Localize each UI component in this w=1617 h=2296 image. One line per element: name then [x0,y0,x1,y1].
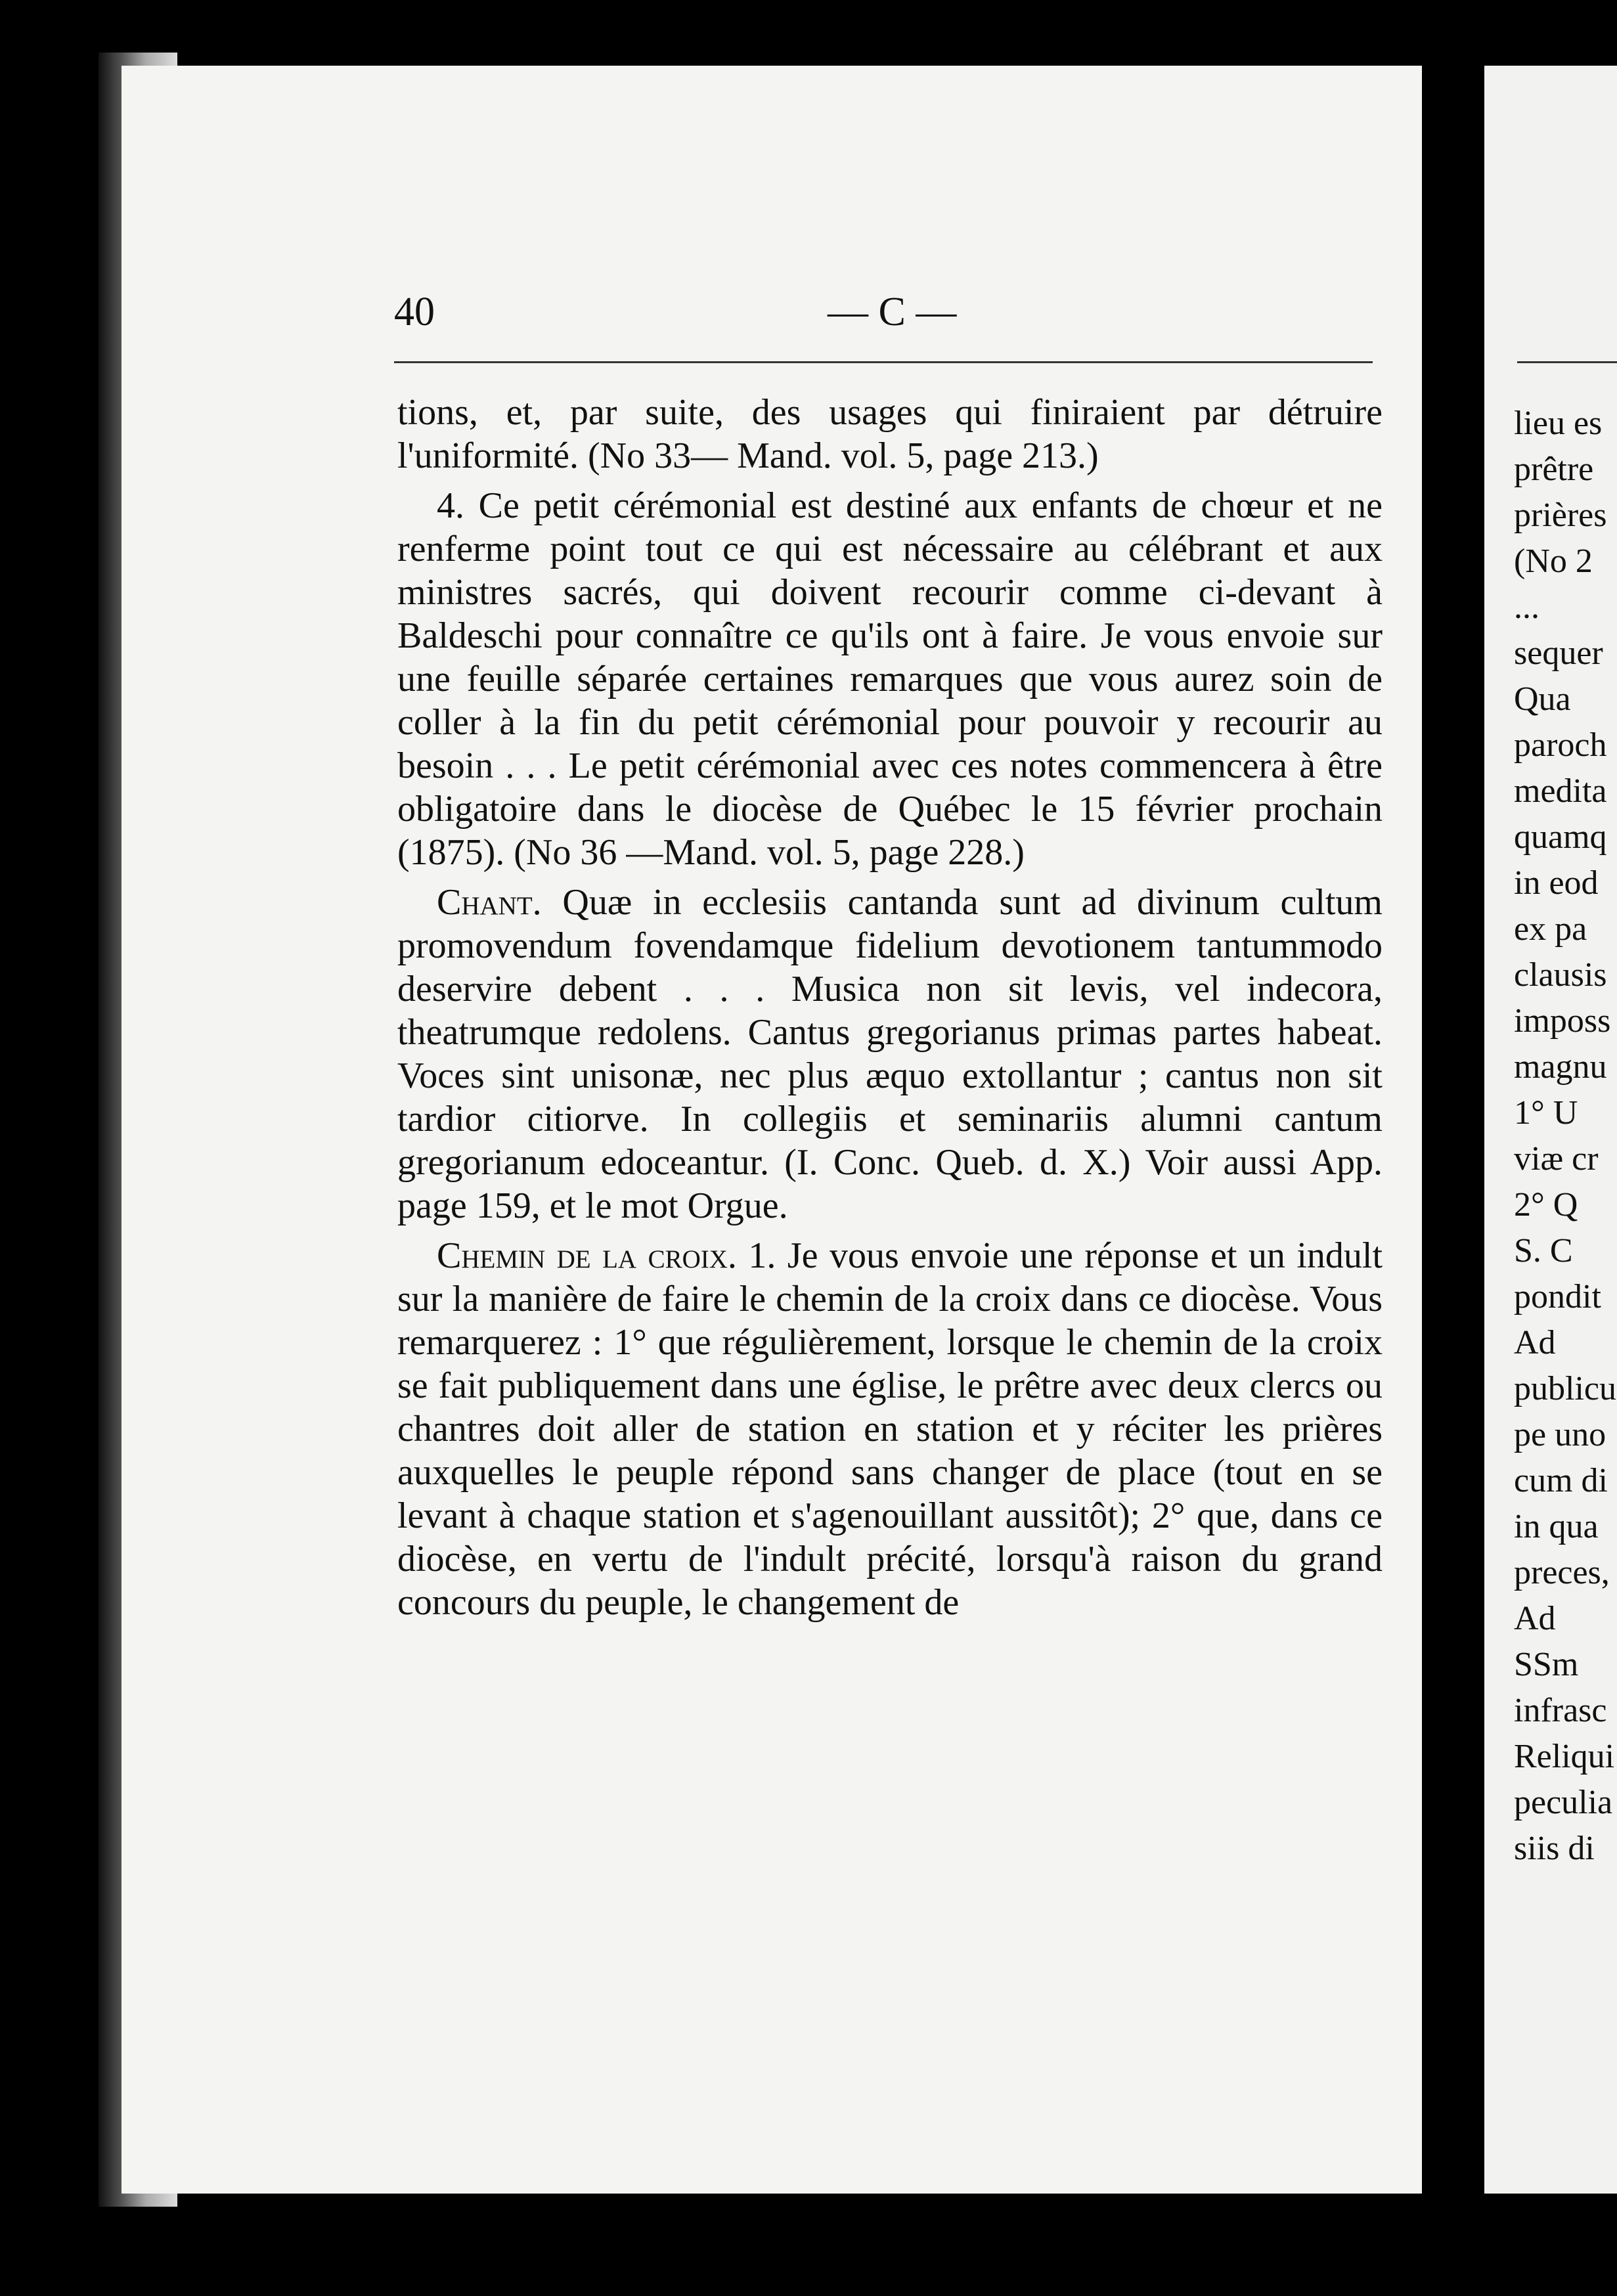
right-fragment-line: sequer [1514,634,1603,672]
right-fragment-line: infrasc [1514,1692,1607,1729]
right-fragment-line: 1° U [1514,1094,1578,1132]
page-number: 40 [394,290,435,334]
right-fragment-line: prières [1514,497,1607,534]
right-fragment-line: Ad [1514,1324,1556,1361]
right-fragment-line: Reliqui [1514,1738,1615,1775]
right-fragment-line: magnu [1514,1048,1607,1086]
book-gutter [1422,39,1484,2233]
right-fragment-line: prêtre [1514,451,1594,488]
header-rule [394,361,1373,363]
paragraph-text: tions, et, par suite, des usages qui finiraient par détruire l'uniformité. (No 33— Mand. vol. 5, page 213.) [397,392,1383,476]
right-fragment-line: quamq [1514,818,1607,856]
right-fragment-line: pondit [1514,1278,1601,1315]
right-header-rule [1517,361,1617,363]
right-fragment-line: clausis [1514,956,1607,994]
right-fragment-line: publicu [1514,1370,1616,1407]
right-fragment-line: imposs [1514,1002,1611,1040]
paragraph-text: Quæ in ecclesiis cantanda sunt ad divinum cultum promovendum fovendamque fidelium devotionem tantummodo deservire debent . . . Musica non sit levis, vel indecora, theatrumque redolens. Cantus gregorianus primas partes habeat. Voces sint unisonæ, nec plus æquo extollantur ; cantus non sit tardior citiorve. In collegiis et seminariis alumni cantum gregorianum edoceantur. (I. Conc. Queb. d. X.) Voir aussi App. page 159, et le mot Orgue. [397,882,1383,1226]
right-fragment-line: (No 2 [1514,542,1593,580]
right-fragment-line: viæ cr [1514,1140,1599,1178]
paragraph-text: 4. Ce petit cérémonial est destiné aux enfants de chœur et ne renferme point tout ce qui est nécessaire au célébrant et aux ministres sacrés, qui doivent recourir comme ci-devant à Baldeschi pour connaître ce qu'ils ont à faire. Je vous envoie sur une feuille séparée certaines remarques que vous aurez soin de coller à la fin du petit cérémonial pour pouvoir y recourir au besoin . . . Le petit cérémonial avec ces notes commencera à être obligatoire dans le diocèse de Québec le 15 février prochain (1875). (No 36 —Mand. vol. 5, page 228.) [397,485,1383,873]
right-fragment-line: ex pa [1514,910,1587,948]
right-fragment-line: siis di [1514,1830,1595,1867]
body-text [397,391,1383,1631]
paragraph-2 [397,484,1383,874]
right-page-fragments [1514,401,1617,1872]
right-fragment-line: medita [1514,772,1607,810]
right-fragment-line: in qua [1514,1508,1599,1545]
entry-heading: Chemin de la croix. [437,1235,737,1276]
right-fragment-line: peculia [1514,1784,1613,1821]
right-fragment-line: 2° Q [1514,1186,1578,1224]
right-fragment-line: S. C [1514,1232,1573,1269]
right-fragment-line: preces, [1514,1554,1610,1591]
right-fragment-line: ... [1514,588,1539,626]
page-header [394,289,1379,355]
right-fragment-line: Ad [1514,1600,1556,1637]
running-head: — C — [828,290,957,334]
right-fragment-line: lieu es [1514,405,1603,442]
right-fragment-line: SSm [1514,1646,1579,1683]
right-fragment-line: paroch [1514,726,1607,764]
paragraph-1 [397,391,1383,477]
right-fragment-line: pe uno [1514,1416,1606,1453]
right-fragment-line: in eod [1514,864,1599,902]
right-fragment-line: Qua [1514,680,1571,718]
paragraph-chant [397,881,1383,1227]
entry-heading: Chant. [437,882,542,923]
paragraph-text: 1. Je vous envoie une réponse et un indult sur la manière de faire le chemin de la croix dans ce diocèse. Vous remarquerez : 1° que régulièrement, lorsque le chemin de la croix se fait publiquement dans une église, le prêtre avec deux clercs ou chantres doit aller de station en station et y réciter les prières auxquelles le peuple répond sans changer de place (tout en se levant à chaque station et s'agenouillant aussitôt); 2° que, dans ce diocèse, en vertu de l'indult précité, lorsqu'à raison du grand concours du peuple, le changement de [397,1235,1383,1623]
paragraph-chemin [397,1234,1383,1624]
right-fragment-line: cum di [1514,1462,1608,1499]
